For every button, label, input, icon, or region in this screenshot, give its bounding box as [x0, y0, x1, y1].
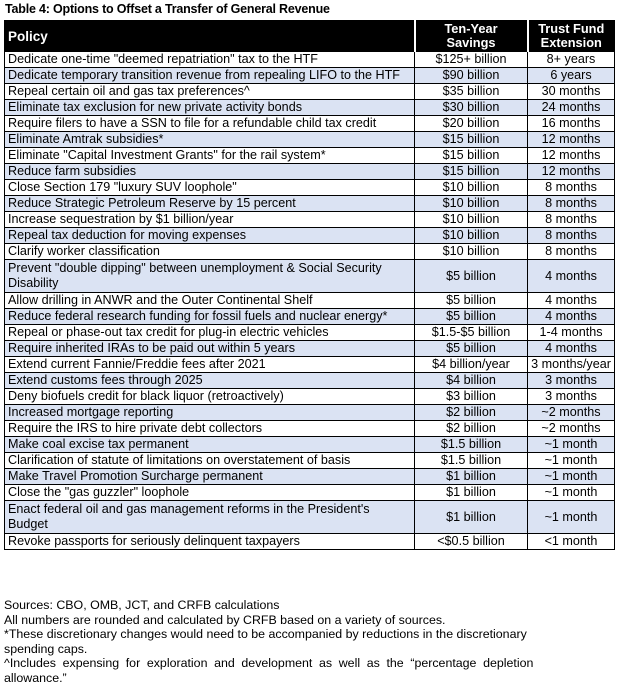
header-savings	[415, 21, 528, 52]
extension-cell: 4 months	[528, 309, 615, 325]
savings-cell: $2 billion	[415, 421, 528, 437]
caret-note-line2: allowance.”	[4, 671, 614, 685]
savings-cell: $15 billion	[415, 164, 528, 180]
savings-cell: $4 billion/year	[415, 357, 528, 373]
policy-cell: Revoke passports for seriously delinquent taxpayers	[5, 534, 415, 550]
table-row	[5, 132, 615, 148]
extension-cell: 12 months	[528, 164, 615, 180]
header-policy: Policy	[5, 21, 415, 52]
table-row	[5, 116, 615, 132]
table-row	[5, 421, 615, 437]
extension-cell: 4 months	[528, 293, 615, 309]
policy-cell: Repeal tax deduction for moving expenses	[5, 228, 415, 244]
policy-cell: Dedicate one-time "deemed repatriation" tax to the HTF	[5, 52, 415, 68]
policy-cell: Increased mortgage reporting	[5, 405, 415, 421]
table-row	[5, 228, 615, 244]
extension-cell: 4 months	[528, 260, 615, 293]
policy-cell: Increase sequestration by $1 billion/year	[5, 212, 415, 228]
savings-cell: $10 billion	[415, 180, 528, 196]
policy-cell: Extend current Fannie/Freddie fees after 2021	[5, 357, 415, 373]
extension-cell: <1 month	[528, 534, 615, 550]
table-row	[5, 148, 615, 164]
savings-cell: $5 billion	[415, 260, 528, 293]
extension-cell: 8 months	[528, 196, 615, 212]
table-row	[5, 68, 615, 84]
savings-cell: $10 billion	[415, 212, 528, 228]
extension-cell: ~1 month	[528, 485, 615, 501]
asterisk-note-line1: *These discretionary changes would need to be accompanied by reductions in the discretionary	[4, 627, 614, 642]
header-savings-line2: Savings	[446, 35, 495, 50]
policy-cell: Reduce farm subsidies	[5, 164, 415, 180]
footnotes	[4, 598, 614, 685]
policy-cell: Clarify worker classification	[5, 244, 415, 260]
policy-cell: Extend customs fees through 2025	[5, 373, 415, 389]
savings-cell: $35 billion	[415, 84, 528, 100]
extension-cell: 16 months	[528, 116, 615, 132]
extension-cell: 30 months	[528, 84, 615, 100]
policy-cell: Eliminate Amtrak subsidies*	[5, 132, 415, 148]
savings-cell: $15 billion	[415, 148, 528, 164]
options-table	[4, 20, 615, 550]
table-row	[5, 501, 615, 534]
table-row	[5, 244, 615, 260]
table-row	[5, 325, 615, 341]
extension-cell: ~2 months	[528, 421, 615, 437]
table-row	[5, 453, 615, 469]
extension-cell: 8 months	[528, 244, 615, 260]
extension-cell: 8+ years	[528, 52, 615, 68]
extension-cell: ~1 month	[528, 501, 615, 534]
extension-cell: ~2 months	[528, 405, 615, 421]
savings-cell: $1 billion	[415, 501, 528, 534]
header-savings-line1: Ten-Year	[444, 21, 497, 36]
table-row	[5, 309, 615, 325]
table-row	[5, 52, 615, 68]
savings-cell: $10 billion	[415, 228, 528, 244]
table-row	[5, 100, 615, 116]
savings-cell: $1 billion	[415, 469, 528, 485]
asterisk-note-line2: spending caps.	[4, 642, 614, 657]
table-row	[5, 437, 615, 453]
extension-cell: 8 months	[528, 212, 615, 228]
savings-cell: $10 billion	[415, 244, 528, 260]
extension-cell: 6 years	[528, 68, 615, 84]
table-row	[5, 84, 615, 100]
policy-cell: Close the "gas guzzler" loophole	[5, 485, 415, 501]
extension-cell: 12 months	[528, 132, 615, 148]
savings-cell: $2 billion	[415, 405, 528, 421]
extension-cell: 4 months	[528, 341, 615, 357]
extension-cell: ~1 month	[528, 437, 615, 453]
savings-cell: $10 billion	[415, 196, 528, 212]
rounding-note: All numbers are rounded and calculated by CRFB based on a variety of sources.	[4, 613, 614, 628]
extension-cell: ~1 month	[528, 469, 615, 485]
savings-cell: <$0.5 billion	[415, 534, 528, 550]
table-row	[5, 341, 615, 357]
policy-cell: Require inherited IRAs to be paid out within 5 years	[5, 341, 415, 357]
extension-cell: 24 months	[528, 100, 615, 116]
policy-cell: Clarification of statute of limitations on overstatement of basis	[5, 453, 415, 469]
header-extension	[528, 21, 615, 52]
extension-cell: 3 months	[528, 389, 615, 405]
table-row	[5, 357, 615, 373]
policy-cell: Make Travel Promotion Surcharge permanent	[5, 469, 415, 485]
table-row	[5, 534, 615, 550]
policy-cell: Reduce federal research funding for fossil fuels and nuclear energy*	[5, 309, 415, 325]
header-extension-line2: Extension	[541, 35, 602, 50]
savings-cell: $4 billion	[415, 373, 528, 389]
table-row	[5, 260, 615, 293]
table-row	[5, 293, 615, 309]
policy-cell: Repeal or phase-out tax credit for plug-in electric vehicles	[5, 325, 415, 341]
savings-cell: $3 billion	[415, 389, 528, 405]
table-row	[5, 389, 615, 405]
savings-cell: $5 billion	[415, 293, 528, 309]
policy-cell: Require filers to have a SSN to file for a refundable child tax credit	[5, 116, 415, 132]
extension-cell: 12 months	[528, 148, 615, 164]
policy-cell: Reduce Strategic Petroleum Reserve by 15 percent	[5, 196, 415, 212]
table-row	[5, 180, 615, 196]
policy-cell: Dedicate temporary transition revenue from repealing LIFO to the HTF	[5, 68, 415, 84]
caret-note-line1: ^Includes expensing for exploration and development as well as the “percentage depletion	[4, 656, 614, 671]
policy-cell: Close Section 179 "luxury SUV loophole"	[5, 180, 415, 196]
savings-cell: $15 billion	[415, 132, 528, 148]
savings-cell: $1.5 billion	[415, 437, 528, 453]
policy-cell: Require the IRS to hire private debt collectors	[5, 421, 415, 437]
table-row	[5, 373, 615, 389]
policy-cell: Eliminate "Capital Investment Grants" for the rail system*	[5, 148, 415, 164]
sources-note: Sources: CBO, OMB, JCT, and CRFB calculations	[4, 598, 614, 613]
extension-cell: 3 months/year	[528, 357, 615, 373]
extension-cell: 1-4 months	[528, 325, 615, 341]
policy-cell: Deny biofuels credit for black liquor (retroactively)	[5, 389, 415, 405]
table-row	[5, 485, 615, 501]
savings-cell: $1.5 billion	[415, 453, 528, 469]
policy-cell: Allow drilling in ANWR and the Outer Continental Shelf	[5, 293, 415, 309]
savings-cell: $125+ billion	[415, 52, 528, 68]
table-row	[5, 212, 615, 228]
table-row	[5, 164, 615, 180]
extension-cell: ~1 month	[528, 453, 615, 469]
extension-cell: 8 months	[528, 228, 615, 244]
policy-cell: Repeal certain oil and gas tax preferences^	[5, 84, 415, 100]
table-header-row	[5, 21, 615, 52]
table-title: Table 4: Options to Offset a Transfer of General Revenue	[5, 2, 330, 16]
policy-cell: Enact federal oil and gas management reforms in the President's Budget	[5, 501, 415, 534]
savings-cell: $20 billion	[415, 116, 528, 132]
policy-cell: Make coal excise tax permanent	[5, 437, 415, 453]
policy-cell: Eliminate tax exclusion for new private activity bonds	[5, 100, 415, 116]
policy-cell: Prevent "double dipping" between unemployment & Social Security Disability	[5, 260, 415, 293]
extension-cell: 8 months	[528, 180, 615, 196]
header-extension-line1: Trust Fund	[538, 21, 604, 36]
savings-cell: $1 billion	[415, 485, 528, 501]
savings-cell: $30 billion	[415, 100, 528, 116]
table-row	[5, 196, 615, 212]
savings-cell: $5 billion	[415, 309, 528, 325]
savings-cell: $90 billion	[415, 68, 528, 84]
table-row	[5, 469, 615, 485]
savings-cell: $1.5-$5 billion	[415, 325, 528, 341]
extension-cell: 3 months	[528, 373, 615, 389]
savings-cell: $5 billion	[415, 341, 528, 357]
table-row	[5, 405, 615, 421]
